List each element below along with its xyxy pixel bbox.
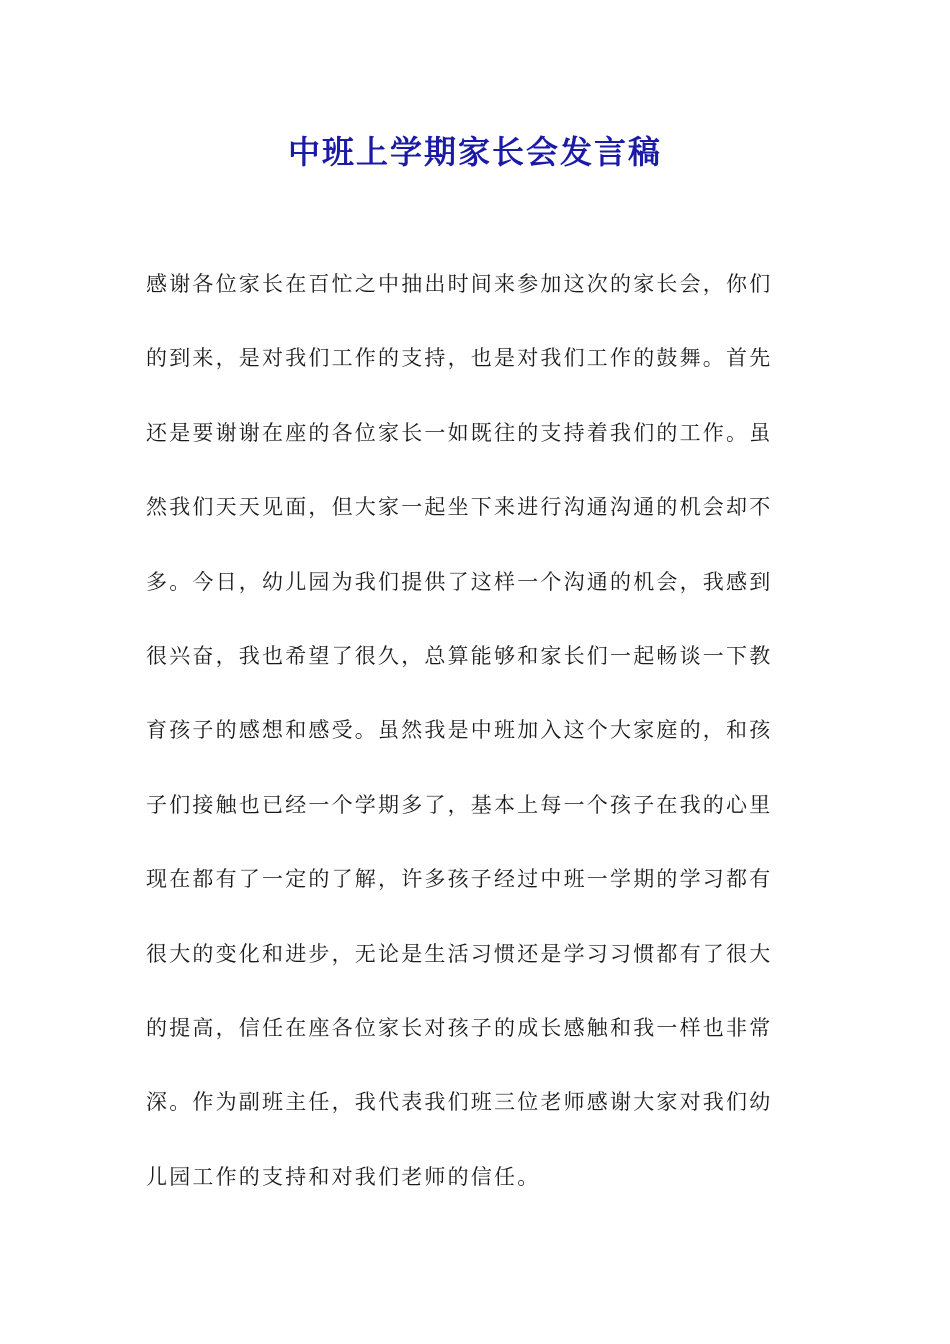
body-line: 儿园工作的支持和对我们老师的信任。 bbox=[146, 1164, 541, 1189]
body-line: 感谢各位家长在百忙之中抽出时间来参加这次的家长会，你们 bbox=[146, 272, 773, 296]
body-line: 育孩子的感想和感受。虽然我是中班加入这个大家庭的，和孩 bbox=[146, 718, 773, 743]
body-line: 子们接触也已经一个学期多了，基本上每一个孩子在我的心里 bbox=[146, 792, 773, 817]
body-line: 的到来，是对我们工作的支持，也是对我们工作的鼓舞。首先 bbox=[146, 346, 773, 371]
body-line: 然我们天天见面，但大家一起坐下来进行沟通沟通的机会却不 bbox=[146, 495, 773, 520]
body-line: 深。作为副班主任，我代表我们班三位老师感谢大家对我们幼 bbox=[146, 1090, 773, 1115]
document-body bbox=[146, 262, 806, 1229]
body-line: 的提高，信任在座各位家长对孩子的成长感触和我一样也非常 bbox=[146, 1015, 773, 1040]
document-title: 中班上学期家长会发言稿 bbox=[287, 133, 662, 171]
body-line: 现在都有了一定的了解，许多孩子经过中班一学期的学习都有 bbox=[146, 867, 773, 892]
body-line: 还是要谢谢在座的各位家长一如既往的支持着我们的工作。虽 bbox=[146, 420, 773, 445]
body-line: 很兴奋，我也希望了很久，总算能够和家长们一起畅谈一下教 bbox=[146, 643, 773, 668]
body-line: 多。今日，幼儿园为我们提供了这样一个沟通的机会，我感到 bbox=[146, 569, 773, 594]
body-line: 很大的变化和进步，无论是生活习惯还是学习习惯都有了很大 bbox=[146, 941, 773, 966]
